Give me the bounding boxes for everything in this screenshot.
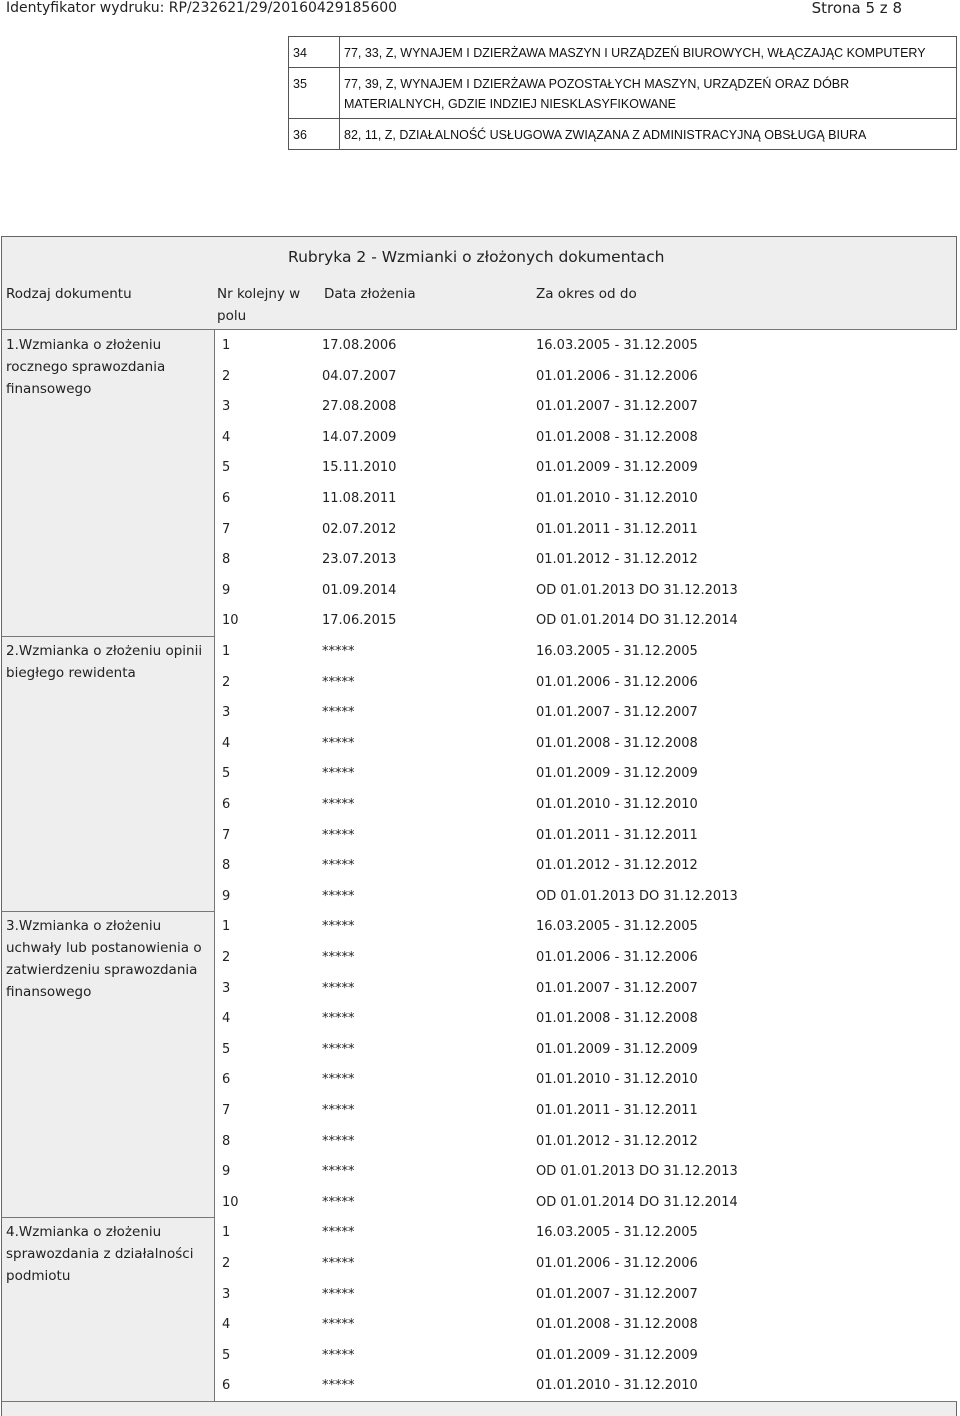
pkd-description: 77, 39, Z, WYNAJEM I DZIERŻAWA POZOSTAŁYCH MASZYN, URZĄDZEŃ ORAZ DÓBR MATERIALNYCH, GDZIE INDZIEJ NIESKLASYFIKOWANE xyxy=(340,68,957,119)
filing-date: ***** xyxy=(322,1011,355,1027)
column-header-seq: Nr kolejny w polu xyxy=(217,286,301,324)
table-row xyxy=(214,820,957,850)
filing-date: ***** xyxy=(322,674,355,690)
column-header-period: Za okres od do xyxy=(536,286,637,302)
table-row xyxy=(214,789,957,819)
table-row xyxy=(214,330,957,360)
filing-date: ***** xyxy=(322,1347,355,1363)
filing-date: ***** xyxy=(322,1072,355,1088)
period-range: 01.01.2008 - 31.12.2008 xyxy=(536,429,698,445)
row-number: 3 xyxy=(222,399,231,415)
filing-date: 02.07.2012 xyxy=(322,521,397,537)
table-row xyxy=(214,911,957,941)
row-number: 9 xyxy=(222,888,231,904)
period-range: OD 01.01.2013 DO 31.12.2013 xyxy=(536,582,738,598)
table-row xyxy=(214,758,957,788)
filing-date: 17.06.2015 xyxy=(322,613,397,629)
document-type-label: 3.Wzmianka o złożeniu uchwały lub postanowienia o zatwierdzeniu sprawozdania finansowego xyxy=(6,918,202,1001)
row-number: 6 xyxy=(222,1072,231,1088)
filing-date: ***** xyxy=(322,1164,355,1180)
section-title: Rubryka 2 - Wzmianki o złożonych dokumentach xyxy=(288,248,665,266)
filing-date: ***** xyxy=(322,1256,355,1271)
row-number: 9 xyxy=(222,582,231,598)
period-range: 16.03.2005 - 31.12.2005 xyxy=(536,1225,698,1241)
filing-date: 17.08.2006 xyxy=(322,338,397,353)
document-type-label: 2.Wzmianka o złożeniu opinii biegłego rewidenta xyxy=(6,643,203,681)
table-row xyxy=(214,1156,957,1186)
filing-date: 14.07.2009 xyxy=(322,429,397,445)
table-row xyxy=(214,483,957,513)
row-number: 7 xyxy=(222,521,231,537)
page-number: Strona 5 z 8 xyxy=(811,0,902,17)
period-range: 01.01.2010 - 31.12.2010 xyxy=(536,1072,698,1088)
filing-date: ***** xyxy=(322,919,355,935)
print-identifier: Identyfikator wydruku: RP/232621/29/20160429185600 xyxy=(6,0,398,16)
row-number: 3 xyxy=(222,1286,231,1302)
table-row xyxy=(214,667,957,697)
pkd-number: 35 xyxy=(289,68,340,119)
period-range: 01.01.2011 - 31.12.2011 xyxy=(536,827,698,843)
period-range: 16.03.2005 - 31.12.2005 xyxy=(536,919,698,935)
table-row xyxy=(214,850,957,880)
table-row xyxy=(214,1340,957,1370)
column-header-doc-type: Rodzaj dokumentu xyxy=(6,286,132,302)
column-divider xyxy=(214,1217,215,1401)
period-range: 01.01.2010 - 31.12.2010 xyxy=(536,797,698,812)
row-number: 8 xyxy=(222,552,231,568)
filing-date: 11.08.2011 xyxy=(322,491,397,506)
period-range: 01.01.2011 - 31.12.2011 xyxy=(536,521,698,537)
group-divider xyxy=(1,1401,957,1402)
table-row xyxy=(214,1248,957,1278)
filing-date: ***** xyxy=(322,1041,355,1057)
table-row xyxy=(214,728,957,758)
period-range: 01.01.2011 - 31.12.2011 xyxy=(536,1103,698,1118)
table-row xyxy=(289,119,957,150)
filing-date: ***** xyxy=(322,1194,355,1210)
table-row xyxy=(214,1187,957,1217)
filing-date: ***** xyxy=(322,858,355,874)
row-number: 6 xyxy=(222,491,231,506)
filing-date: ***** xyxy=(322,1378,355,1394)
print-header xyxy=(0,0,960,16)
table-row xyxy=(214,942,957,972)
row-number: 7 xyxy=(222,827,231,843)
row-number: 10 xyxy=(222,613,239,629)
table-row xyxy=(214,361,957,391)
table-row xyxy=(214,697,957,727)
filing-date: ***** xyxy=(322,797,355,812)
filing-date: 15.11.2010 xyxy=(322,460,397,476)
row-number: 5 xyxy=(222,460,231,476)
table-row xyxy=(214,422,957,452)
document-type-label: 4.Wzmianka o złożeniu sprawozdania z działalności podmiotu xyxy=(6,1224,194,1285)
column-divider xyxy=(214,330,215,636)
table-row xyxy=(214,391,957,421)
table-row xyxy=(214,973,957,1003)
period-range: 01.01.2007 - 31.12.2007 xyxy=(536,1286,698,1302)
period-range: 01.01.2006 - 31.12.2006 xyxy=(536,674,698,690)
table-row xyxy=(289,37,957,68)
row-number: 5 xyxy=(222,1041,231,1057)
table-row xyxy=(214,1309,957,1339)
table-row xyxy=(214,1095,957,1125)
table-row xyxy=(214,636,957,666)
table-row xyxy=(214,1217,957,1247)
table-row xyxy=(214,881,957,911)
table-row xyxy=(214,1370,957,1400)
row-number: 9 xyxy=(222,1164,231,1180)
table-row xyxy=(214,1279,957,1309)
row-number: 5 xyxy=(222,766,231,782)
period-range: 01.01.2009 - 31.12.2009 xyxy=(536,460,698,476)
period-range: 01.01.2008 - 31.12.2008 xyxy=(536,735,698,751)
filing-date: 23.07.2013 xyxy=(322,552,397,568)
period-range: OD 01.01.2014 DO 31.12.2014 xyxy=(536,613,738,629)
row-number: 6 xyxy=(222,797,231,812)
row-number: 2 xyxy=(222,368,231,384)
table-row xyxy=(214,1126,957,1156)
filing-date: ***** xyxy=(322,1286,355,1302)
filing-date: ***** xyxy=(322,766,355,782)
row-number: 1 xyxy=(222,1225,231,1241)
table-row xyxy=(289,68,957,119)
row-number: 1 xyxy=(222,644,231,659)
filing-date: 01.09.2014 xyxy=(322,582,397,598)
row-number: 2 xyxy=(222,950,231,965)
period-range: 01.01.2010 - 31.12.2010 xyxy=(536,491,698,506)
row-number: 3 xyxy=(222,980,231,996)
table-row xyxy=(214,1064,957,1094)
pkd-description: 82, 11, Z, DZIAŁALNOŚĆ USŁUGOWA ZWIĄZANA Z ADMINISTRACYJNĄ OBSŁUGĄ BIURA xyxy=(340,119,957,150)
row-number: 1 xyxy=(222,919,231,935)
row-number: 8 xyxy=(222,858,231,874)
row-number: 1 xyxy=(222,338,231,353)
row-number: 10 xyxy=(222,1194,239,1210)
period-range: 01.01.2007 - 31.12.2007 xyxy=(536,399,698,415)
row-number: 4 xyxy=(222,735,231,751)
filing-date: ***** xyxy=(322,735,355,751)
period-range: 01.01.2010 - 31.12.2010 xyxy=(536,1378,698,1394)
document-type-label: 1.Wzmianka o złożeniu rocznego sprawozdania finansowego xyxy=(6,337,166,397)
pkd-table xyxy=(288,36,957,150)
table-row xyxy=(214,514,957,544)
period-range: 01.01.2006 - 31.12.2006 xyxy=(536,368,698,384)
row-number: 3 xyxy=(222,705,231,721)
period-range: 16.03.2005 - 31.12.2005 xyxy=(536,338,698,353)
period-range: OD 01.01.2013 DO 31.12.2013 xyxy=(536,1164,738,1180)
filing-date: ***** xyxy=(322,827,355,843)
filing-date: ***** xyxy=(322,705,355,721)
row-number: 2 xyxy=(222,674,231,690)
filing-date: ***** xyxy=(322,1225,355,1241)
table-row xyxy=(214,575,957,605)
period-range: OD 01.01.2013 DO 31.12.2013 xyxy=(536,888,738,904)
column-divider xyxy=(214,911,215,1217)
row-number: 7 xyxy=(222,1103,231,1118)
row-number: 4 xyxy=(222,1317,231,1333)
row-number: 5 xyxy=(222,1347,231,1363)
row-number: 4 xyxy=(222,429,231,445)
period-range: 01.01.2006 - 31.12.2006 xyxy=(536,1256,698,1271)
pkd-number: 36 xyxy=(289,119,340,150)
row-number: 2 xyxy=(222,1256,231,1271)
pkd-description: 77, 33, Z, WYNAJEM I DZIERŻAWA MASZYN I URZĄDZEŃ BIUROWYCH, WŁĄCZAJĄC KOMPUTERY xyxy=(340,37,957,68)
period-range: 01.01.2008 - 31.12.2008 xyxy=(536,1317,698,1333)
table-row xyxy=(214,544,957,574)
period-range: 01.01.2007 - 31.12.2007 xyxy=(536,980,698,996)
period-range: 01.01.2007 - 31.12.2007 xyxy=(536,705,698,721)
pkd-number: 34 xyxy=(289,37,340,68)
filing-date: ***** xyxy=(322,1103,355,1118)
column-divider xyxy=(214,636,215,911)
filing-date: ***** xyxy=(322,888,355,904)
table-row xyxy=(214,452,957,482)
table-row xyxy=(214,1003,957,1033)
period-range: 01.01.2012 - 31.12.2012 xyxy=(536,858,698,874)
period-range: 01.01.2009 - 31.12.2009 xyxy=(536,766,698,782)
table-row xyxy=(214,605,957,635)
filing-date: ***** xyxy=(322,644,355,659)
filing-date: ***** xyxy=(322,950,355,965)
period-range: 01.01.2009 - 31.12.2009 xyxy=(536,1041,698,1057)
period-range: 01.01.2006 - 31.12.2006 xyxy=(536,950,698,965)
filing-date: ***** xyxy=(322,980,355,996)
row-number: 4 xyxy=(222,1011,231,1027)
filing-date: ***** xyxy=(322,1133,355,1149)
period-range: OD 01.01.2014 DO 31.12.2014 xyxy=(536,1194,738,1210)
period-range: 01.01.2012 - 31.12.2012 xyxy=(536,1133,698,1149)
filing-date: 04.07.2007 xyxy=(322,368,397,384)
row-number: 6 xyxy=(222,1378,231,1394)
period-range: 16.03.2005 - 31.12.2005 xyxy=(536,644,698,659)
period-range: 01.01.2008 - 31.12.2008 xyxy=(536,1011,698,1027)
table-row xyxy=(214,1034,957,1064)
filing-date: 27.08.2008 xyxy=(322,399,397,415)
period-range: 01.01.2009 - 31.12.2009 xyxy=(536,1347,698,1363)
filing-date: ***** xyxy=(322,1317,355,1333)
period-range: 01.01.2012 - 31.12.2012 xyxy=(536,552,698,568)
column-header-date: Data złożenia xyxy=(324,286,416,302)
row-number: 8 xyxy=(222,1133,231,1149)
